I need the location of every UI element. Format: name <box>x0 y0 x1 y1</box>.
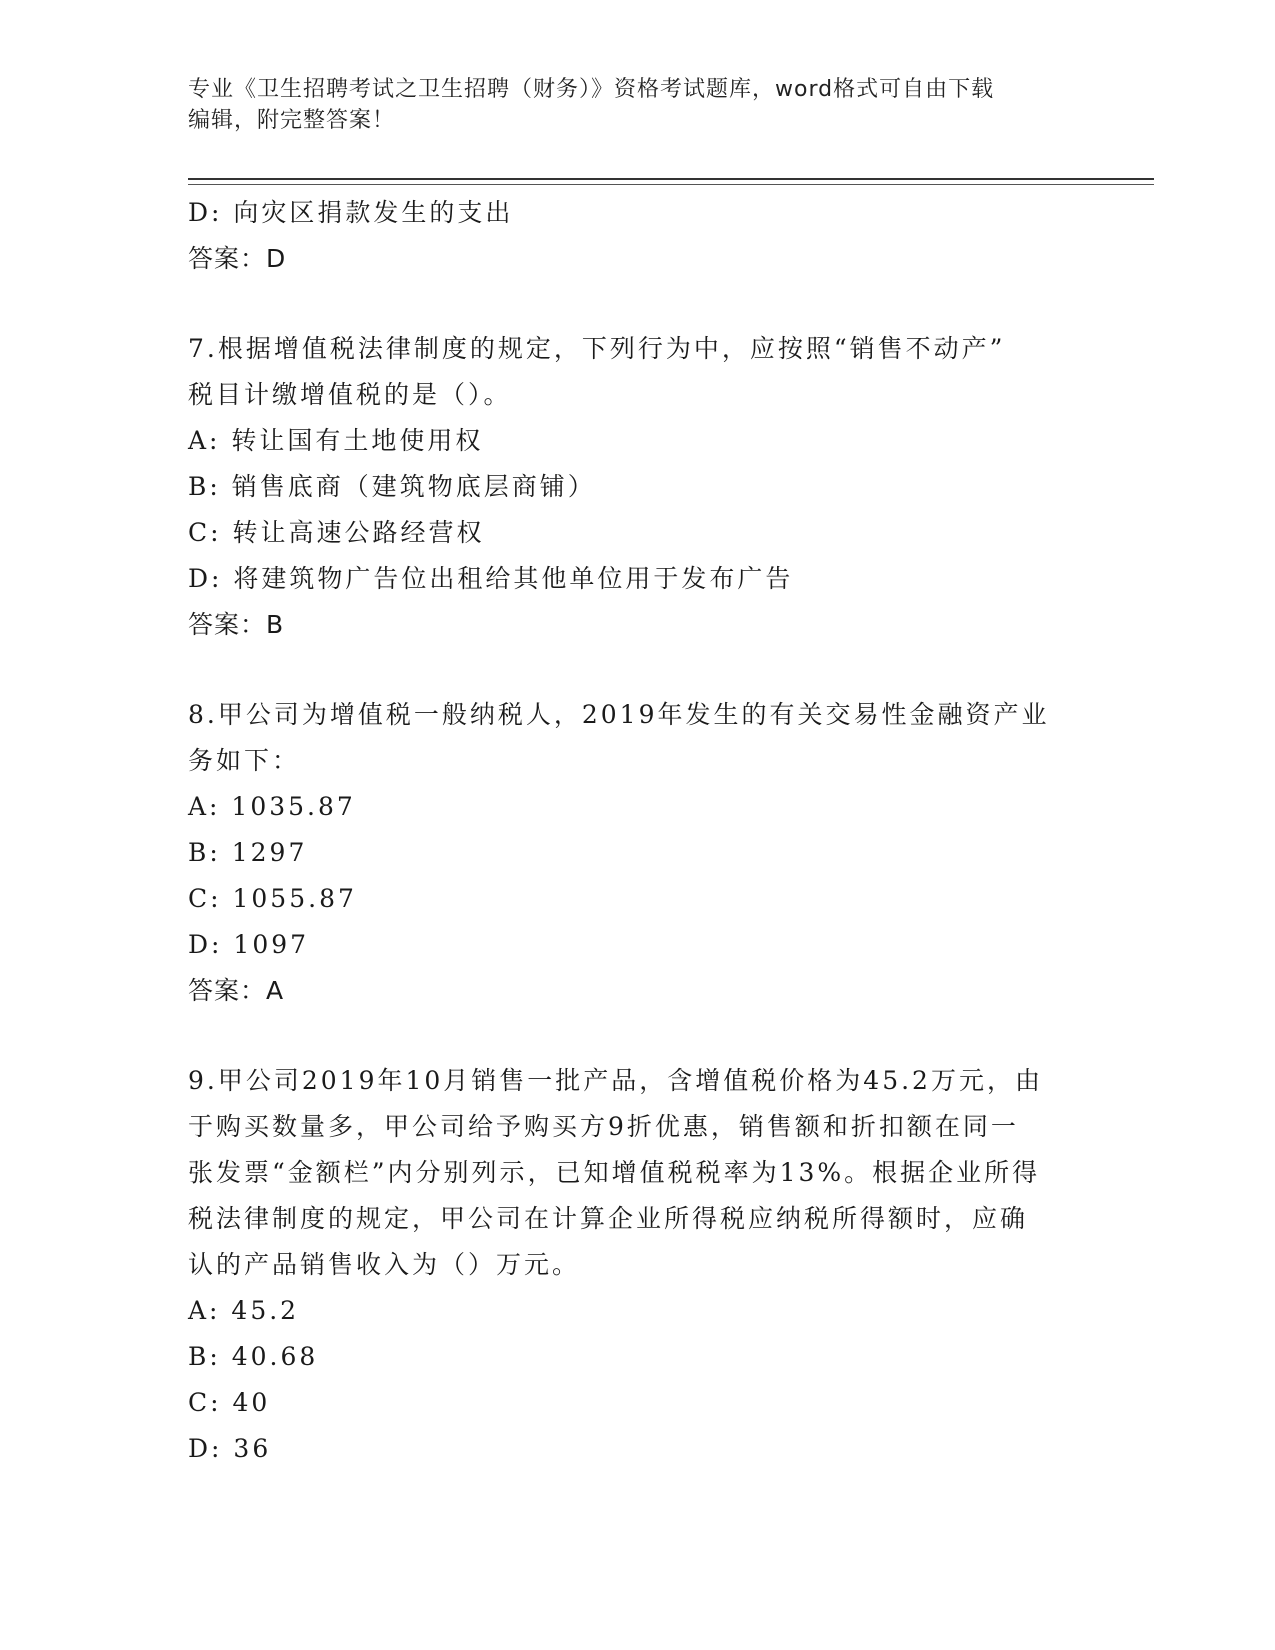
question-8 <box>188 692 1088 1014</box>
question-stem-line: 于购买数量多，甲公司给予购买方9折优惠，销售额和折扣额在同一 <box>188 1112 1019 1141</box>
question-6-tail <box>188 190 1088 282</box>
option-d: D: 1097 <box>188 930 310 959</box>
option-b: B: 1297 <box>188 838 308 867</box>
option-d: D: 36 <box>188 1434 272 1463</box>
option-d: D: 将建筑物广告位出租给其他单位用于发布广告 <box>188 564 794 593</box>
spacer <box>188 648 1088 692</box>
spacer <box>188 282 1088 326</box>
header-line-2: 编辑，附完整答案！ <box>188 108 396 133</box>
question-stem-line: 7.根据增值税法律制度的规定，下列行为中，应按照“销售不动产” <box>188 334 1006 363</box>
question-content <box>188 190 1088 1472</box>
question-stem-line: 8.甲公司为增值税一般纳税人，2019年发生的有关交易性金融资产业 <box>188 700 1050 729</box>
header-line-1: 专业《卫生招聘考试之卫生招聘（财务）》资格考试题库，word格式可自由下载 <box>188 77 995 102</box>
option-a: A: 1035.87 <box>188 792 356 821</box>
question-stem-line: 务如下： <box>188 746 301 775</box>
option-a: A: 45.2 <box>188 1296 300 1325</box>
option-c: C: 40 <box>188 1388 271 1417</box>
question-7 <box>188 326 1088 648</box>
option-a: A: 转让国有土地使用权 <box>188 426 484 455</box>
document-header <box>188 74 1068 136</box>
option-c: C: 1055.87 <box>188 884 357 913</box>
question-stem-line: 税法律制度的规定，甲公司在计算企业所得税应纳税所得额时，应确 <box>188 1204 1029 1233</box>
option-c: C: 转让高速公路经营权 <box>188 518 485 547</box>
spacer <box>188 1014 1088 1058</box>
option-b: B: 销售底商（建筑物底层商铺） <box>188 472 596 501</box>
answer-label: 答案：D <box>188 244 287 273</box>
option-b: B: 40.68 <box>188 1342 319 1371</box>
header-divider-thick <box>188 178 1154 180</box>
answer-label: 答案：B <box>188 610 285 639</box>
question-stem-line: 9.甲公司2019年10月销售一批产品，含增值税价格为45.2万元，由 <box>188 1066 1043 1095</box>
question-9 <box>188 1058 1088 1472</box>
question-stem-line: 张发票“金额栏”内分别列示，已知增值税税率为13%。根据企业所得 <box>188 1158 1041 1187</box>
question-stem-line: 税目计缴增值税的是（）。 <box>188 380 512 409</box>
question-stem-line: 认的产品销售收入为（）万元。 <box>188 1250 581 1279</box>
answer-label: 答案：A <box>188 976 285 1005</box>
option-d: D: 向灾区捐款发生的支出 <box>188 198 514 227</box>
header-divider-thin <box>188 184 1154 185</box>
